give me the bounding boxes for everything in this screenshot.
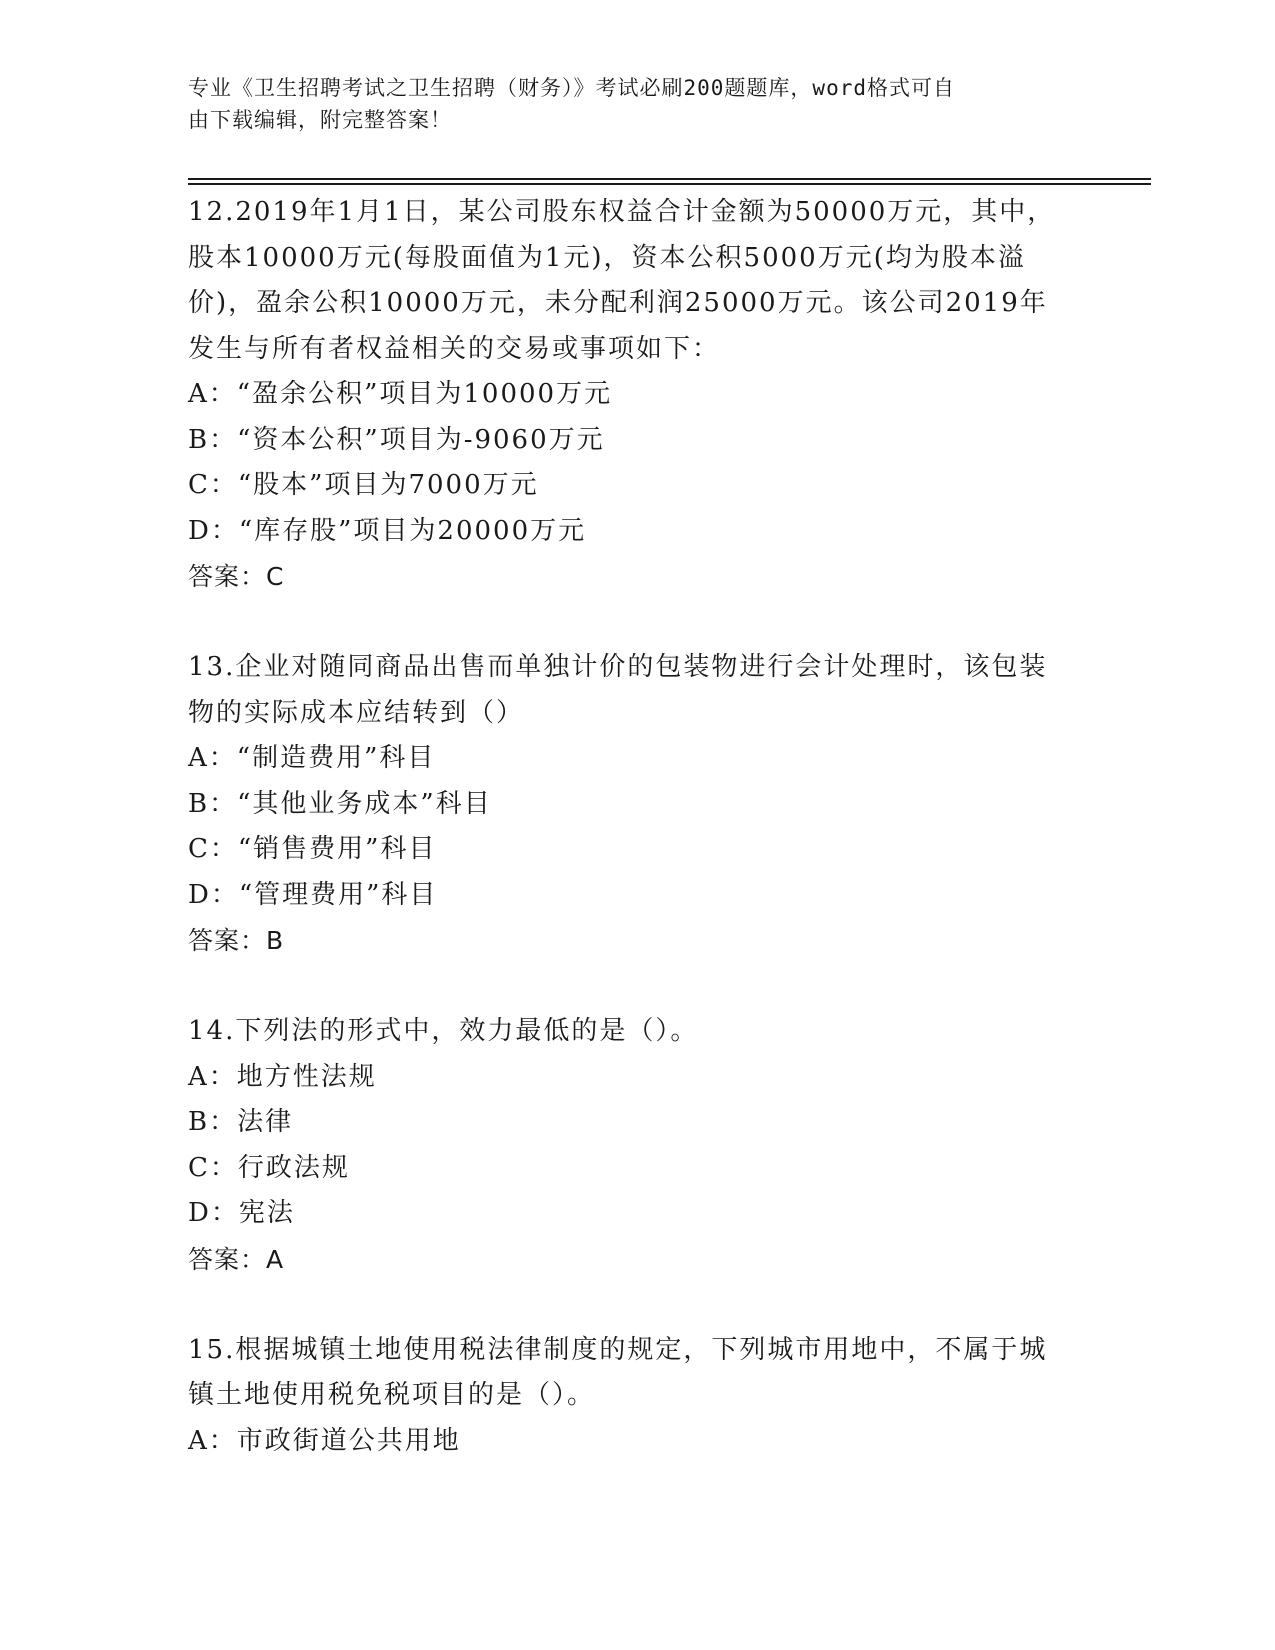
option-d: D：“库存股”项目为20000万元 xyxy=(188,515,587,546)
answer-line: 答案：B xyxy=(188,926,285,955)
option-d: D：“管理费用”科目 xyxy=(188,879,438,910)
stem-line: 15.根据城镇土地使用税法律制度的规定，下列城市用地中，不属于城 xyxy=(188,1334,1048,1365)
stem-line: 12.2019年1月1日，某公司股东权益合计金额为50000万元，其中， xyxy=(188,197,1056,227)
answer-line: 答案：A xyxy=(188,1244,285,1274)
header-line-2: 由下载编辑，附完整答案！ xyxy=(188,108,452,132)
option-c: C：行政法规 xyxy=(188,1152,350,1183)
question-14 xyxy=(188,1009,1088,1282)
header-divider-bottom xyxy=(188,183,1151,185)
option-b: B：法律 xyxy=(188,1107,294,1137)
option-b: B：“其他业务成本”科目 xyxy=(188,788,492,819)
header-line-1: 专业《卫生招聘考试之卫生招聘（财务）》考试必刷200题题库，word格式可自 xyxy=(188,76,955,100)
stem-line: 镇土地使用税免税项目的是（）。 xyxy=(188,1380,596,1410)
option-c: C：“销售费用”科目 xyxy=(188,834,437,864)
stem-line: 价)，盈余公积10000万元，未分配利润25000万元。该公司2019年 xyxy=(188,288,1048,318)
question-stem xyxy=(188,1328,1088,1419)
question-15 xyxy=(188,1328,1088,1465)
question-stem xyxy=(188,645,1088,736)
stem-line: 发生与所有者权益相关的交易或事项如下： xyxy=(188,333,721,364)
stem-line: 14.下列法的形式中，效力最低的是（）。 xyxy=(188,1016,699,1046)
option-c: C：“股本”项目为7000万元 xyxy=(188,470,539,500)
option-d: D：宪法 xyxy=(188,1198,295,1228)
document-header xyxy=(188,72,1088,136)
stem-line: 物的实际成本应结转到（） xyxy=(188,697,525,728)
question-stem xyxy=(188,1009,1088,1055)
option-a: A：市政街道公共用地 xyxy=(188,1425,461,1456)
stem-line: 股本10000万元(每股面值为1元)，资本公积5000万元(均为股本溢 xyxy=(188,242,1026,273)
question-spacer xyxy=(188,964,1088,1010)
option-a: A：地方性法规 xyxy=(188,1061,377,1092)
stem-line: 13.企业对随同商品出售而单独计价的包装物进行会计处理时，该包装 xyxy=(188,652,1048,682)
option-a: A：“制造费用”科目 xyxy=(188,743,436,773)
question-spacer xyxy=(188,1282,1088,1328)
question-list xyxy=(188,190,1088,1464)
question-stem xyxy=(188,190,1088,372)
option-b: B：“资本公积”项目为-9060万元 xyxy=(188,424,605,455)
header-divider-top xyxy=(188,178,1151,180)
question-13 xyxy=(188,645,1088,964)
option-a: A：“盈余公积”项目为10000万元 xyxy=(188,379,613,409)
answer-line: 答案：C xyxy=(188,562,285,591)
question-spacer xyxy=(188,600,1088,646)
question-12 xyxy=(188,190,1088,600)
